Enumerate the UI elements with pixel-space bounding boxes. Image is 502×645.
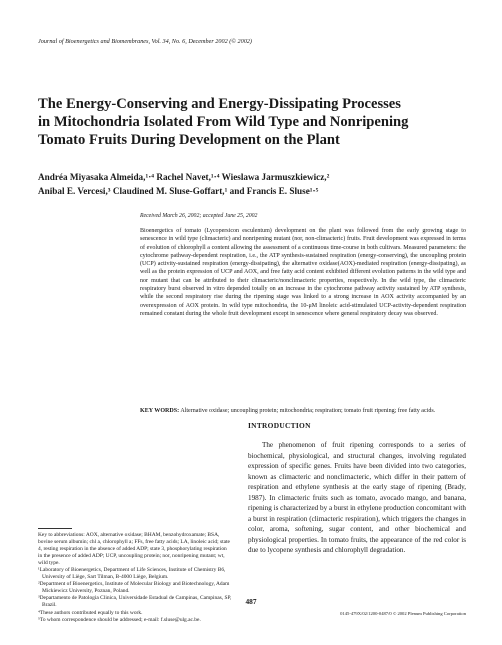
- footnote-abbreviations: Key to abbreviations: AOX, alternative oxidase; BHAM, benzohydroxamate; BSA, bovine serum albumin; chl a, chlorophyll a; FFs, free fatty acids; LA, linoleic acid; state 4, resting respiration in the absence of added ADP; state 3, phosphorylating respiration in the presence of added ADP; UCP, uncoupling protein; nor, nonripening mutant; wt, wild type.: [38, 532, 230, 567]
- footnote-affiliation: ²Department of Bioenergetics, Institute of Molecular Biology and Biotechnology, Adam Mickiewicz University, Poznan, Poland.: [38, 581, 230, 595]
- footnote-affiliation: ¹Laboratory of Bioenergetics, Department of Life Sciences, Institute of Chemistry B6, University of Liège, Sart Tilman, B-4000 Liège, Belgium.: [38, 567, 226, 581]
- title-line: in Mitochondria Isolated From Wild Type and Nonripening: [38, 113, 409, 130]
- footnotes: [38, 532, 232, 624]
- footnote-affiliation: ³Departamento de Patologia Clinica, Universidade Estadual de Campinas, Campinas, SP, Brazil.: [38, 595, 232, 609]
- footnote-equal-contribution: ⁴These authors contributed equally to this work.: [38, 609, 143, 616]
- keywords-text: Alternative oxidase; uncoupling protein; mitochondria; respiration; tomato fruit ripening; free fatty acids.: [179, 408, 436, 414]
- article-title: [38, 96, 468, 149]
- keywords-label: KEY WORDS:: [140, 408, 180, 414]
- keywords: [140, 407, 466, 415]
- footnote-divider: [38, 528, 72, 529]
- title-line: The Energy-Conserving and Energy-Dissipating Processes: [38, 96, 401, 112]
- page-number: 487: [245, 597, 257, 606]
- author-line: Anibal E. Vercesi,³ Claudined M. Sluse-Goffart,¹ and Francis E. Sluse¹·⁵: [38, 186, 319, 196]
- footnote-correspondence: ⁵To whom correspondence should be addressed; e-mail: f.sluse@ulg.ac.be.: [38, 616, 201, 623]
- journal-header: Journal of Bioenergetics and Biomembranes, Vol. 34, No. 6, December 2002 (© 2002): [38, 38, 252, 45]
- author-list: [38, 170, 468, 198]
- author-line: Andréa Miyasaka Almeida,¹·⁴ Rachel Navet,¹·⁴ Wieslawa Jarmuszkiewicz,²: [38, 172, 330, 182]
- title-line: Tomato Fruits During Development on the Plant: [38, 131, 340, 148]
- abstract: Bioenergetics of tomato (Lycopersicon esculentum) development on the plant was followed from the early growing stage to senescence in wild type (climacteric) and nonripening mutant (nor, non-climacteric) fruits. Fruit development was expressed in terms of evolution of chlorophyll a content allowing the assessment of a continuous time-course in both cultivars. Measured parameters: the cytochrome pathway-dependent respiration, i.e., the ATP synthesis-sustained respiration (energy-conserving), the uncoupling protein (UCP) activity-sustained respiration (energy-dissipating), the alternative oxidase(AOX)-mediated respiration (energy-dissipating), as well as the protein expression of UCP and AOX, and free fatty acid content exhibited different evolution patterns in the wild type and nor mutant that can be attributed to their climacteric/nonclimacteric properties, respectively. In the wild type, the climacteric respiratory burst observed in vitro depended totally on an increase in the cytochrome pathway activity sustained by ATP synthesis, while the second respiratory rise during the ripening stage was linked to a strong increase in AOX activity accompanied by an overexpression of AOX protein. In wild type mitochondria, the 10-μM linoleic acid-stimulated UCP-activity-dependent respiration remained constant during the whole fruit development except in senescence where general respiratory decay was observed.: [140, 228, 466, 317]
- copyright-line: 0145-479X/02/1200-0487/0 © 2002 Plenum Publishing Corporation: [340, 611, 466, 616]
- received-date: Received March 26, 2002; accepted June 25, 2002: [140, 213, 258, 219]
- section-heading: INTRODUCTION: [248, 421, 311, 430]
- introduction-paragraph: The phenomenon of fruit ripening corresponds to a series of biochemical, physiological, and structural changes, involving regulated expression of specific genes. Fruits have been divided into two categories, known as climacteric and nonclimacteric, which differ in their pattern of respiration and ethylene synthesis at the early stage of ripening (Brady, 1987). In climacteric fruits such as tomato, avocado mango, and banana, ripening is characterized by a burst in ethylene production concomitant with a burst in respiration (climacteric respiration), which triggers the changes in color, aroma, softening, sugar content, and other biochemical and physiological properties. In tomato fruits, the appearance of the red color is due to lycopene synthesis and chlorophyll degradation.: [248, 441, 466, 555]
